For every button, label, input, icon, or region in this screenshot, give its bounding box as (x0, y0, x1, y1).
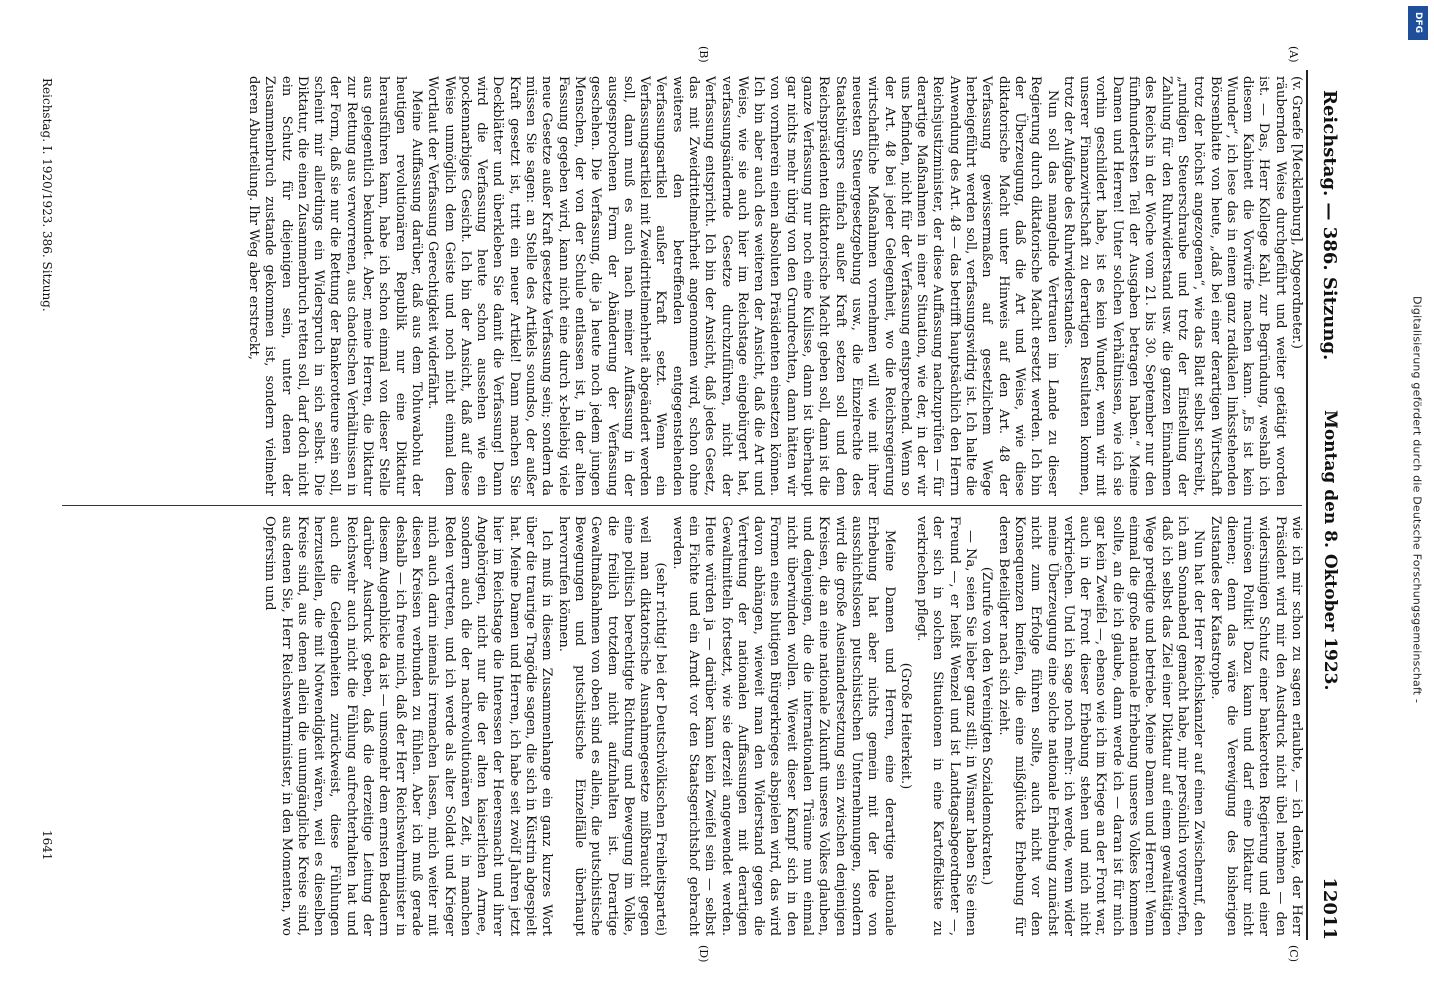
header-session: Reichstag. — 386. Sitzung. (1319, 90, 1340, 361)
paragraph: — Na, seien Sie lieber ganz still; in Wismar haben Sie einen Freund —, er heißt Wenzel und ist Landtagsabgeordneter —, der sich in solchen Situationen in eine Kartoffelkiste zu verkriechen pflegt. (914, 516, 979, 936)
interjection: (Zurufe von den Vereinigten Sozialdemokraten.) (979, 566, 995, 886)
speaker-attribution: (v. Graefe [Mecklenburg], Abgeordneter.) (1289, 76, 1304, 349)
page-header (1312, 70, 1342, 940)
interjection: (sehr richtig! bei der Deutschvölkischen Freiheitspartei) (653, 562, 669, 936)
paragraph: Meine Auffassung darüber, daß aus dem Tohuwabohu der heutigen revolutionären Republik nur eine Diktatur herausführen kann, habe ich schon einmal von dieser Stelle aus gelegentlich bekundet. Aber, meine Herren, die Diktatur zur Rettung aus verworrenen, aus chaotischen Verhältnissen in der Form, daß sie nur die Rettung der Bankerotteure sein soll, scheint mir allerdings ein Widerspruch in sich selbst. Die Diktatur, die einen Zusammenbruch retten soll, darf doch nicht ein Schutz für diejenigen sein, unter denen der Zusammenbruch zustande gekommen ist, sondern vielmehr deren Aburteilung. Ihr Weg aber erstreckt, (246, 76, 424, 496)
column-separator (62, 505, 1302, 506)
paragraph: räubernden Weise durchgeführt und weiter getätigt worden ist. — Das, Herr Kollege Kahl, zur Begründung, weshalb ich diesem Kabinett die Vorwürfe machen kann. „Es ist kein Wunder“, ich lese das in einem ganz radikalen linksstehenden Börsenblatte von heute, „daß bei einer derartigen Wirtschaft trotz der höchst angezogenen“, wie das Blatt selbst schreibt, „rundigen Steuerschraube und trotz der Einstellung der Zahlung für den Ruhrwiderstand usw. die ganzen Einnahmen des Reichs in der Woche vom 21. bis 30. September nur den fünfhundertsten Teil der Ausgaben betragen haben.“ Meine Damen und Herren! Unter solchen Verhältnissen, wie ich sie vorhin geschildert habe, ist es kein Wunder, wenn wir mit unserer Finanzwirtschaft zu derartigen Resultaten kommen, trotz der Aufgabe des Ruhrwiderstandes. (1060, 76, 1288, 496)
left-column (245, 76, 1304, 496)
footer-sheet-number: 1641 (40, 830, 54, 861)
margin-mark-c: (C) (1287, 945, 1300, 962)
margin-mark-a: (A) (1287, 46, 1300, 63)
header-page-number: 12011 (1319, 877, 1340, 940)
dfg-logo: DFG (1408, 6, 1428, 40)
header-rule (1306, 70, 1308, 940)
paragraph: wie ich mir schon zu sagen erlaubte, — ich denke, der Herr Präsident wird mir den Ausdruck nicht übel nehmen — den widersinnigen Schutz einer bankerotten Regierung und einer ruinösen Politik! Dazu kann und darf eine Diktatur nicht dienen; denn das wäre die Verewigung des bisherigen Zustandes der Katastrophe. (1207, 516, 1304, 936)
paragraph: Meine Damen und Herren, eine derartige nationale Erhebung hat aber nichts gemein mit der Idee von ausschichtslosen putschistischen Unternehmungen, sondern wird die große Auseinandersetzung sein zwischen denjenigen Kreisen, die an eine nationale Zukunft unseres Volkes glauben, und denjenigen, die die internationalen Träume nun einmal nicht überwinden wollen. Wieweit dieser Kampf sich in den Formen eines blutigen Bürgerkrieges abspielen wird, das wird davon abhängen, wieweit man den Widerstand gegen die Vertretung der nationalen Auffassungen mit derartigen Gewaltmitteln fortsetzt, wie sie derzeit angewendet werden. Heute würden ja — darüber kann kein Zweifel sein — selbst ein Fichte und ein Arndt vor den Staatsgerichtshof gebracht werden. (669, 516, 897, 936)
interjection: (Große Heiterkeit.) (897, 662, 913, 790)
header-date: Montag den 8. Oktober 1923. (1320, 410, 1340, 691)
paragraph: weil man diktatorische Ausnahmegesetze mißbraucht gegen eine politisch berechtigte Richtung und Bewegung im Volke, die freilich trotzdem nicht aufzuhalten ist. Derartige Gewaltmaßnahmen von oben sind es allein, die putschistische Bewegungen und putschistische Einzelfälle überhaupt hervorrufen können. (555, 516, 653, 936)
paragraph: Nun soll das mangelnde Vertrauen im Lande zu dieser Regierung durch diktatorische Macht ersetzt werden. Ich bin der Überzeugung, daß die Art und Weise, wie diese diktatorische Macht unter Hinweis auf den Art. 48 der Verfassung gewissermaßen auf gesetzlichem Wege herbeigeführt werden soll, verfassungswidrig ist. Ich halte die Anwendung des Art. 48 — das betrifft hauptsächlich den Herrn Reichsjustizminister, der diese Auffassung nachzuprüfen — für derartige Maßnahmen in einer Situation, wie der, in der wir uns befinden, nicht für der Verfassung entsprechend. Wenn so der Art. 48 bei jeder Gelegenheit, wo die Reichsregierung wirtschaftliche Maßnahmen vornehmen will wie mit ihrer neuesten Steuergesetzgebung usw., die Einzelrechte des Staatsbürgers einfach außer Kraft setzen soll und dem Reichspräsidenten diktatorische Macht geben soll, dann ist die ganze Verfassung nur noch eine Kulisse, dann ist überhaupt gar nichts mehr übrig von den Grundrechten, dann hätten wir von vornherein einen absoluten Präsidenten einsetzen können. Ich bin aber auch des weiteren der Ansicht, daß die Art und Weise, wie sie auch hier im Reichstage eingebürgert hat, verfassungsändernde Gesetze durchzuführen, nicht der Verfassung entspricht. Ich bin der Ansicht, daß jedes Gesetz, das mit Zweidrittelmehrheit angenommen wird, schon ohne weiteres den betreffenden entgegenstehenden Verfassungsartikel außer Kraft setzt. Wenn ein Verfassungsartikel mit Zweidrittelmehrheit abgeändert werden soll, dann muß es auch nach meiner Auffassung in der ausgesprochenen Form der Abänderung der Verfassung geschehen. Die Verfassung, die ja heute noch jedem jungen Menschen, der von der Schule entlassen ist, in der alten Fassung gegeben wird, kann nicht eine durch x-beliebig viele neue Gesetze außer Kraft gesetzte Verfassung sein; sondern da müssen Sie sagen: an Stelle des Artikels soundso, der außer Kraft gesetzt ist, tritt ein neuer Artikel! Dann machen Sie Deckblätter und überkleben Sie damit die Verfassung! Dann wird die Verfassung heute schon aussehen wie ein pockennarbiges Gesicht. Ich bin der Ansicht, daß auf diese Weise unmöglich dem Geiste und noch nicht einmal dem Wortlaut der Verfassung Gerechtigkeit widerfährt. (425, 76, 1060, 496)
digitization-credit-text: Digitalisierung gefördert durch die Deutsche Forschungsgemeinschaft - (1410, 296, 1424, 704)
paragraph: Nun hat der Herr Reichskanzler auf einen Zwischenruf, den ich am Sonnabend gemacht habe, mir persönlich vorgeworfen, daß ich selbst das Ziel einer Diktatur auf einem gewalttätigen Wege predigte und betriebe. Meine Damen und Herren! Wenn einmal die große nationale Erhebung unseres Volkes kommen sollte, an die ich glaube, dann werde ich — daran ist für mich gar kein Zweifel —, ebenso wie ich im Kriege an der Front war, auch in der Front dieser Erhebung stehen und mich nicht verkriechen. Und ich sage noch mehr: ich werde, wenn wider meine Überzeugung eine solche nationale Erhebung zunächst nicht zum Erfolge führen sollte, auch nicht vor den Konsequenzen kneifen, die eine mißglückte Erhebung für deren Beteiligter nach sich zieht. (995, 516, 1207, 936)
margin-mark-d: (D) (697, 945, 710, 963)
digitization-credit-strip (1400, 0, 1434, 1000)
paragraph: Ich muß in diesem Zusammenhange ein ganz kurzes Wort über die traurige Tragödie sagen, die sich in Küstrin abgespielt hat. Meine Damen und Herren, ich habe seit zwölf Jahren jetzt hier im Reichstage die Interessen der Heeresmacht und ihrer Angehörigen, nicht nur die der alten kaiserlichen Armee, sondern auch die der nachrevolutionären Zeit, in manchen Reden vertreten, und ich werde als alter Soldat und Krieger mich auch darin niemals irremachen lassen, mich weiter mit diesen Kreisen verbunden zu fühlen. Aber ich muß gerade deshalb — ich freue mich, daß der Herr Reichswehrminister in diesem Augenblicke da ist — umsomehr dem ernsten Bedauern darüber Ausdruck geben, daß die derzeitige Leitung der Reichswehr auch nicht die Fühlung aufrechterhalten hat und auch die Gelegenheiten zurückweist, diese Fühlungen herzustellen, die mit Notwendigkeit wären, weil es dieselben Kreise sind, aus denen allein die unumgängliche Kreise sind, aus denen Sie, Herr Reichswehrminister, in den Momenten, wo Opfersinn und (262, 516, 555, 936)
footer-citation: Reichstag. I. 1920/1923. 386. Sitzung. (40, 78, 54, 312)
right-column (261, 516, 1304, 936)
margin-mark-b: (B) (697, 46, 710, 63)
